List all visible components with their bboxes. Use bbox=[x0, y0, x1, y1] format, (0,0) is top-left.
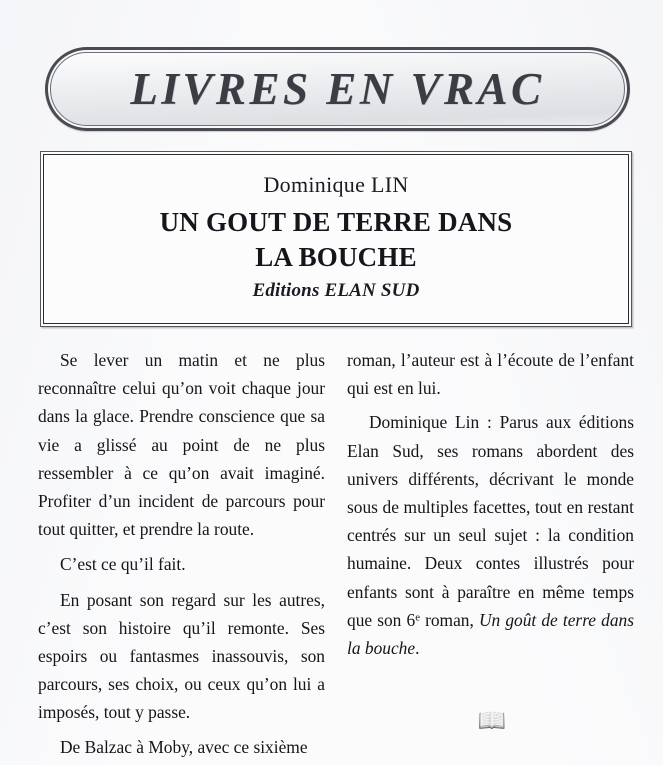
book-title bbox=[160, 205, 513, 273]
referenced-book-title: Un goût de terre dans la bouche bbox=[347, 609, 634, 658]
paragraph-author-bio bbox=[347, 408, 634, 662]
article-right-column bbox=[347, 346, 634, 746]
masthead-inner-border bbox=[50, 52, 625, 126]
paragraph: Se lever un matin et ne plus reconnaître celui qu’on voit chaque jour dans la glace. Prendre conscience que sa vie a glissé au point de ne plus ressembler à ce qu’on avait imaginé. Profiter d’un incident de parcours pour tout quitter, et prendre la route. bbox=[38, 350, 325, 540]
paragraph: C’est ce qu’il fait. bbox=[60, 554, 186, 575]
article-body bbox=[38, 346, 634, 758]
paragraph: De Balzac à Moby, avec ce sixième bbox=[60, 737, 308, 758]
masthead-title: LIVRES EN VRAC bbox=[130, 64, 545, 114]
bio-text-part-2: roman, bbox=[419, 609, 479, 630]
ordinal-suffix: e bbox=[415, 611, 420, 624]
book-title-line-1: UN GOUT DE TERRE DANS bbox=[159, 207, 513, 238]
masthead-banner bbox=[45, 47, 630, 131]
paragraph: En posant son regard sur les autres, c’est son histoire qu’il remonte. Ses espoirs ou fantasmes inassouvis, son parcours, ses choix, ou ceux qu’on lui a imposés, tout y passe. bbox=[38, 589, 325, 723]
book-title-line-2: LA BOUCHE bbox=[255, 241, 417, 272]
book-author: Dominique LIN bbox=[263, 172, 409, 198]
bio-text-part-1: Dominique Lin : Parus aux éditions Elan Sud, ses romans abordent des univers différents, décrivant le monde sous de multiples facettes, tout en restant centrés sur un seul sujet : la condition humaine. Deux contes illustrés pour enfants sont à paraître en même temps que son 6 bbox=[347, 412, 634, 630]
book-publisher: Editions ELAN SUD bbox=[252, 279, 420, 301]
book-info-box bbox=[40, 151, 632, 327]
book-info-box-inner-border bbox=[43, 154, 629, 324]
article-left-column bbox=[38, 346, 325, 758]
bio-text-part-3: . bbox=[415, 637, 420, 658]
paragraph-continuation: roman, l’auteur est à l’écoute de l’enfant qui est en lui. bbox=[347, 350, 634, 399]
open-book-icon: 📖 bbox=[477, 708, 507, 733]
